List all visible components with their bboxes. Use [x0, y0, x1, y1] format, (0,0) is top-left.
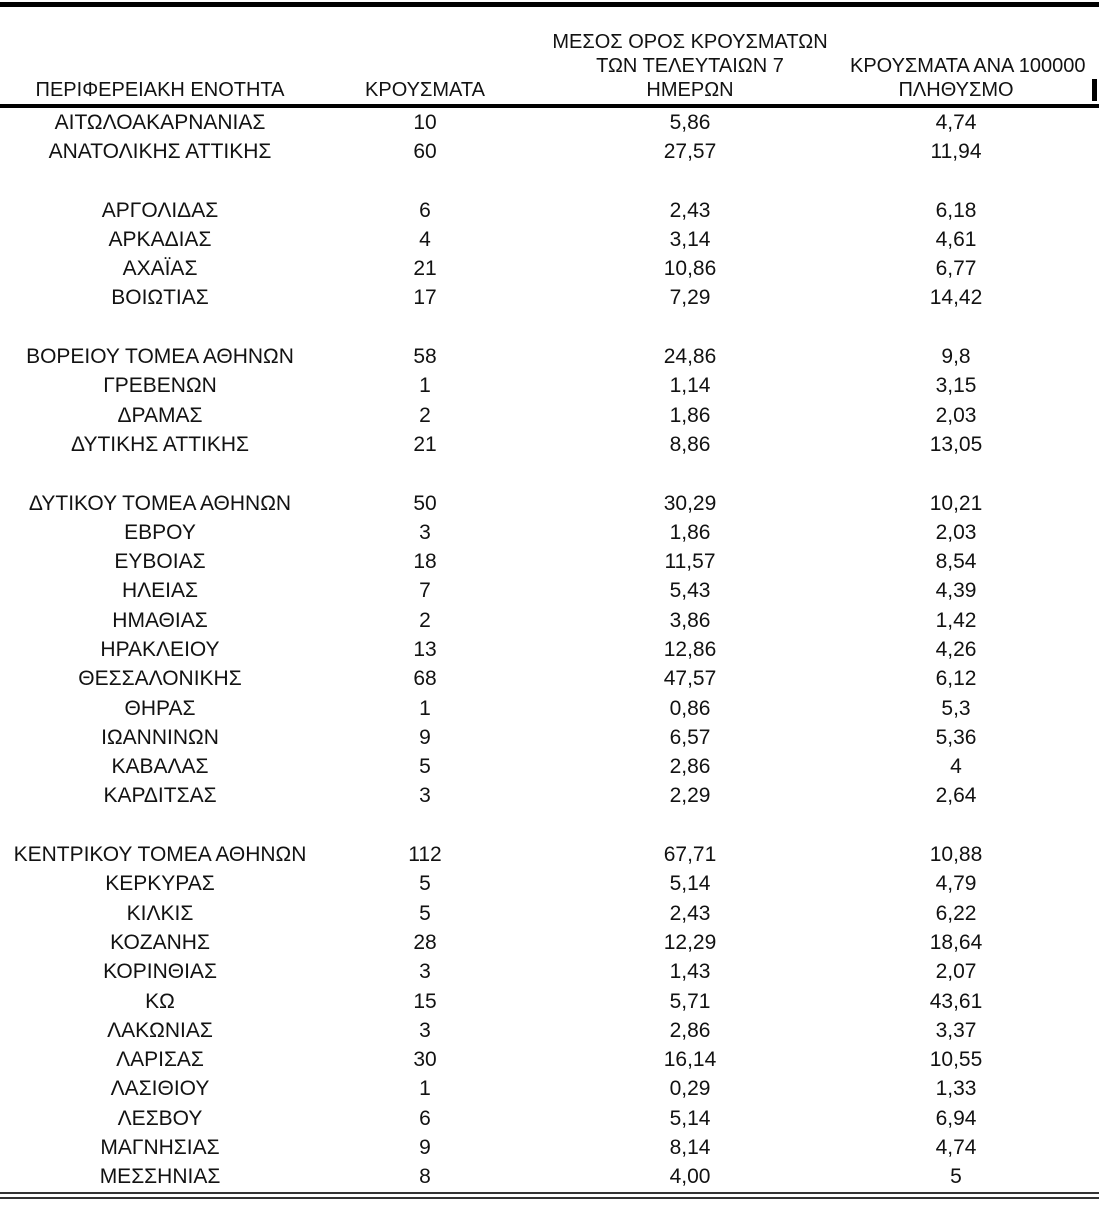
avg7-cell: 2,43: [669, 198, 711, 222]
table-row: [0, 1104, 1099, 1133]
per100k-cell: 1,33: [935, 1077, 977, 1101]
region-cell: ΚΟΖΑΝΗΣ: [110, 930, 210, 954]
cases-cell: 15: [413, 989, 437, 1013]
per100k-cell: 4,74: [935, 1136, 977, 1160]
per100k-cell: 3,37: [935, 1018, 977, 1042]
table-row: [0, 547, 1099, 576]
avg7-cell: 10,86: [663, 257, 717, 281]
column-header-7day-average-line3: ΗΜΕΡΩΝ: [646, 79, 734, 101]
table-row: [0, 196, 1099, 225]
table-row: [0, 401, 1099, 430]
region-cell: ΛΑΣΙΘΙΟΥ: [110, 1077, 210, 1101]
table-row: [0, 635, 1099, 664]
region-cell: ΗΜΑΘΙΑΣ: [112, 608, 208, 632]
avg7-cell: 8,14: [669, 1136, 711, 1160]
region-cell: ΑΧΑΪΑΣ: [122, 257, 198, 281]
cases-cell: 18: [413, 550, 437, 574]
avg7-cell: 16,14: [663, 1048, 717, 1072]
avg7-cell: 12,86: [663, 637, 717, 661]
bottom-double-rule: [0, 1192, 1099, 1199]
table-row: [0, 254, 1099, 283]
cases-cell: 6: [419, 1106, 431, 1130]
per100k-cell: 6,12: [935, 667, 977, 691]
region-cell: ΚΑΒΑΛΑΣ: [111, 755, 209, 779]
per100k-cell: 4,39: [935, 579, 977, 603]
column-header-region-label: ΠΕΡΙΦΕΡΕΙΑΚΗ ΕΝΟΤΗΤΑ: [35, 79, 285, 101]
cases-cell: 1: [419, 1077, 431, 1101]
table-row: [0, 606, 1099, 635]
per100k-cell: 4,26: [935, 637, 977, 661]
table-header-row: [0, 7, 1099, 108]
per100k-cell: 4: [950, 755, 962, 779]
truncated-column-glyph: [1092, 79, 1097, 101]
cases-cell: 1: [419, 374, 431, 398]
avg7-cell: 2,86: [669, 755, 711, 779]
region-cell: ΚΕΝΤΡΙΚΟΥ ΤΟΜΕΑ ΑΘΗΝΩΝ: [13, 843, 307, 867]
table-row: [0, 225, 1099, 254]
cases-cell: 7: [419, 579, 431, 603]
per100k-cell: 1,42: [935, 608, 977, 632]
cases-cell: 10: [413, 110, 437, 134]
table-row: [0, 137, 1099, 166]
per100k-cell: 4,74: [935, 110, 977, 134]
per100k-cell: 2,07: [935, 960, 977, 984]
avg7-cell: 5,43: [669, 579, 711, 603]
cases-cell: 30: [413, 1048, 437, 1072]
region-cell: ΛΑΡΙΣΑΣ: [116, 1048, 204, 1072]
table-row: [0, 840, 1099, 869]
region-cell: ΕΥΒΟΙΑΣ: [114, 550, 206, 574]
cases-cell: 3: [419, 784, 431, 808]
cases-cell: 58: [413, 345, 437, 369]
avg7-cell: 24,86: [663, 345, 717, 369]
per100k-cell: 6,18: [935, 198, 977, 222]
avg7-cell: 2,86: [669, 1018, 711, 1042]
region-cell: ΚΕΡΚΥΡΑΣ: [105, 872, 215, 896]
region-cell: ΜΕΣΣΗΝΙΑΣ: [99, 1165, 221, 1189]
avg7-cell: 11,57: [664, 550, 716, 574]
avg7-cell: 8,86: [669, 432, 711, 456]
table-row: [0, 1163, 1099, 1192]
avg7-cell: 30,29: [663, 491, 717, 515]
per100k-cell: 5: [950, 1165, 962, 1189]
column-header-cases-label: ΚΡΟΥΣΜΑΤΑ: [365, 79, 485, 101]
per100k-cell: 5,3: [941, 696, 971, 720]
cases-cell: 2: [419, 608, 431, 632]
cases-cell: 21: [413, 432, 437, 456]
region-cell: ΛΑΚΩΝΙΑΣ: [107, 1018, 213, 1042]
cases-cell: 4: [419, 227, 431, 251]
avg7-cell: 3,14: [669, 227, 711, 251]
column-header-cases-per-100k-line1: ΚΡΟΥΣΜΑΤΑ ΑΝΑ 100000: [850, 55, 1086, 77]
avg7-cell: 1,43: [669, 960, 711, 984]
cases-cell: 21: [413, 257, 437, 281]
group-spacer: [0, 460, 1099, 489]
table-row: [0, 870, 1099, 899]
avg7-cell: 3,86: [669, 608, 711, 632]
per100k-cell: 6,22: [935, 901, 977, 925]
cases-cell: 3: [419, 1018, 431, 1042]
cases-cell: 9: [419, 1136, 431, 1160]
table-row: [0, 577, 1099, 606]
column-header-cases-per-100k: [850, 54, 1086, 104]
cases-cell: 9: [419, 725, 431, 749]
region-cell: ΛΕΣΒΟΥ: [117, 1106, 203, 1130]
avg7-cell: 12,29: [663, 930, 717, 954]
avg7-cell: 5,71: [669, 989, 711, 1013]
per100k-cell: 5,36: [935, 725, 977, 749]
per100k-cell: 10,88: [929, 843, 983, 867]
group-spacer: [0, 811, 1099, 840]
avg7-cell: 5,14: [669, 1106, 711, 1130]
per100k-cell: 2,64: [935, 784, 977, 808]
table-row: [0, 1133, 1099, 1162]
per100k-cell: 43,61: [929, 989, 983, 1013]
region-cell: ΜΑΓΝΗΣΙΑΣ: [100, 1136, 220, 1160]
table-row: [0, 987, 1099, 1016]
per100k-cell: 6,94: [935, 1106, 977, 1130]
table-row: [0, 723, 1099, 752]
per100k-cell: 11,94: [930, 139, 982, 163]
per100k-cell: 9,8: [941, 345, 971, 369]
table-row: [0, 1075, 1099, 1104]
table-row: [0, 899, 1099, 928]
column-header-7day-average-line1: ΜΕΣΟΣ ΟΡΟΣ ΚΡΟΥΣΜΑΤΩΝ: [552, 31, 828, 53]
column-header-truncated: [1062, 76, 1099, 104]
table-row: [0, 753, 1099, 782]
avg7-cell: 2,29: [669, 784, 711, 808]
region-cell: ΔΥΤΙΚΗΣ ΑΤΤΙΚΗΣ: [70, 432, 250, 456]
region-cell: ΑΙΤΩΛΟΑΚΑΡΝΑΝΙΑΣ: [54, 110, 266, 134]
avg7-cell: 1,86: [669, 403, 711, 427]
per100k-cell: 4,61: [935, 227, 977, 251]
per100k-cell: 4,79: [935, 872, 977, 896]
avg7-cell: 27,57: [663, 139, 717, 163]
per100k-cell: 6,77: [935, 257, 977, 281]
per100k-cell: 2,03: [935, 520, 977, 544]
cases-cell: 3: [419, 960, 431, 984]
cases-cell: 6: [419, 198, 431, 222]
table-row: [0, 430, 1099, 459]
cases-cell: 13: [413, 637, 437, 661]
table-row: [0, 518, 1099, 547]
avg7-cell: 0,86: [669, 696, 711, 720]
avg7-cell: 6,57: [669, 725, 711, 749]
region-cell: ΑΡΓΟΛΙΔΑΣ: [101, 198, 219, 222]
region-cell: ΘΕΣΣΑΛΟΝΙΚΗΣ: [78, 667, 242, 691]
cases-cell: 112: [408, 843, 442, 867]
avg7-cell: 2,43: [669, 901, 711, 925]
table-row: [0, 1046, 1099, 1075]
avg7-cell: 5,14: [669, 872, 711, 896]
cases-cell: 50: [413, 491, 437, 515]
column-header-cases-per-100k-line2: ΠΛΗΘΥΣΜΟ: [898, 79, 1014, 101]
cases-cell: 5: [419, 901, 431, 925]
region-cell: ΔΡΑΜΑΣ: [117, 403, 203, 427]
cases-cell: 60: [413, 139, 437, 163]
table-body: [0, 108, 1099, 1192]
per100k-cell: 10,55: [929, 1048, 983, 1072]
table-row: [0, 342, 1099, 371]
avg7-cell: 0,29: [669, 1077, 711, 1101]
cases-cell: 28: [413, 930, 437, 954]
avg7-cell: 4,00: [669, 1165, 711, 1189]
column-header-7day-average-line2: ΤΩΝ ΤΕΛΕΥΤΑΙΩΝ 7: [596, 55, 784, 77]
region-cell: ΑΡΚΑΔΙΑΣ: [108, 227, 212, 251]
table-row: [0, 928, 1099, 957]
column-header-region: [0, 78, 320, 104]
region-cell: ΒΟΙΩΤΙΑΣ: [111, 286, 209, 310]
table-row: [0, 1016, 1099, 1045]
per100k-cell: 18,64: [929, 930, 983, 954]
cases-cell: 8: [419, 1165, 431, 1189]
avg7-cell: 5,86: [669, 110, 711, 134]
cases-cell: 3: [419, 520, 431, 544]
table-row: [0, 665, 1099, 694]
avg7-cell: 67,71: [663, 843, 717, 867]
table-row: [0, 108, 1099, 137]
avg7-cell: 1,14: [669, 374, 711, 398]
region-cell: ΚΟΡΙΝΘΙΑΣ: [103, 960, 217, 984]
table-row: [0, 958, 1099, 987]
cases-cell: 5: [419, 872, 431, 896]
region-cell: ΙΩΑΝΝΙΝΩΝ: [101, 725, 219, 749]
region-cell: ΑΝΑΤΟΛΙΚΗΣ ΑΤΤΙΚΗΣ: [48, 139, 272, 163]
region-cell: ΒΟΡΕΙΟΥ ΤΟΜΕΑ ΑΘΗΝΩΝ: [26, 345, 294, 369]
region-cell: ΗΛΕΙΑΣ: [121, 579, 199, 603]
cases-cell: 17: [413, 286, 437, 310]
per100k-cell: 10,21: [929, 491, 983, 515]
per100k-cell: 14,42: [929, 286, 983, 310]
table-row: [0, 694, 1099, 723]
region-cell: ΕΒΡΟΥ: [124, 520, 196, 544]
table-row: [0, 489, 1099, 518]
region-cell: ΘΗΡΑΣ: [124, 696, 196, 720]
per100k-cell: 3,15: [935, 374, 977, 398]
region-cell: ΚΙΛΚΙΣ: [126, 901, 194, 925]
table-row: [0, 372, 1099, 401]
region-cell: ΗΡΑΚΛΕΙΟΥ: [100, 637, 220, 661]
table-row: [0, 284, 1099, 313]
region-cell: ΔΥΤΙΚΟΥ ΤΟΜΕΑ ΑΘΗΝΩΝ: [28, 491, 292, 515]
per100k-cell: 8,54: [935, 550, 977, 574]
group-spacer: [0, 167, 1099, 196]
avg7-cell: 1,86: [669, 520, 711, 544]
cases-cell: 5: [419, 755, 431, 779]
group-spacer: [0, 313, 1099, 342]
region-cell: ΚΩ: [145, 989, 175, 1013]
avg7-cell: 47,57: [663, 667, 717, 691]
cases-cell: 1: [419, 696, 431, 720]
table-row: [0, 782, 1099, 811]
region-cell: ΚΑΡΔΙΤΣΑΣ: [103, 784, 217, 808]
per100k-cell: 13,05: [929, 432, 983, 456]
column-header-cases: [320, 78, 530, 104]
report-table-page: [0, 2, 1099, 1214]
column-header-7day-average: [530, 30, 850, 104]
per100k-cell: 2,03: [935, 403, 977, 427]
avg7-cell: 7,29: [669, 286, 711, 310]
region-cell: ΓΡΕΒΕΝΩΝ: [103, 374, 217, 398]
cases-cell: 2: [419, 403, 431, 427]
cases-cell: 68: [413, 667, 437, 691]
